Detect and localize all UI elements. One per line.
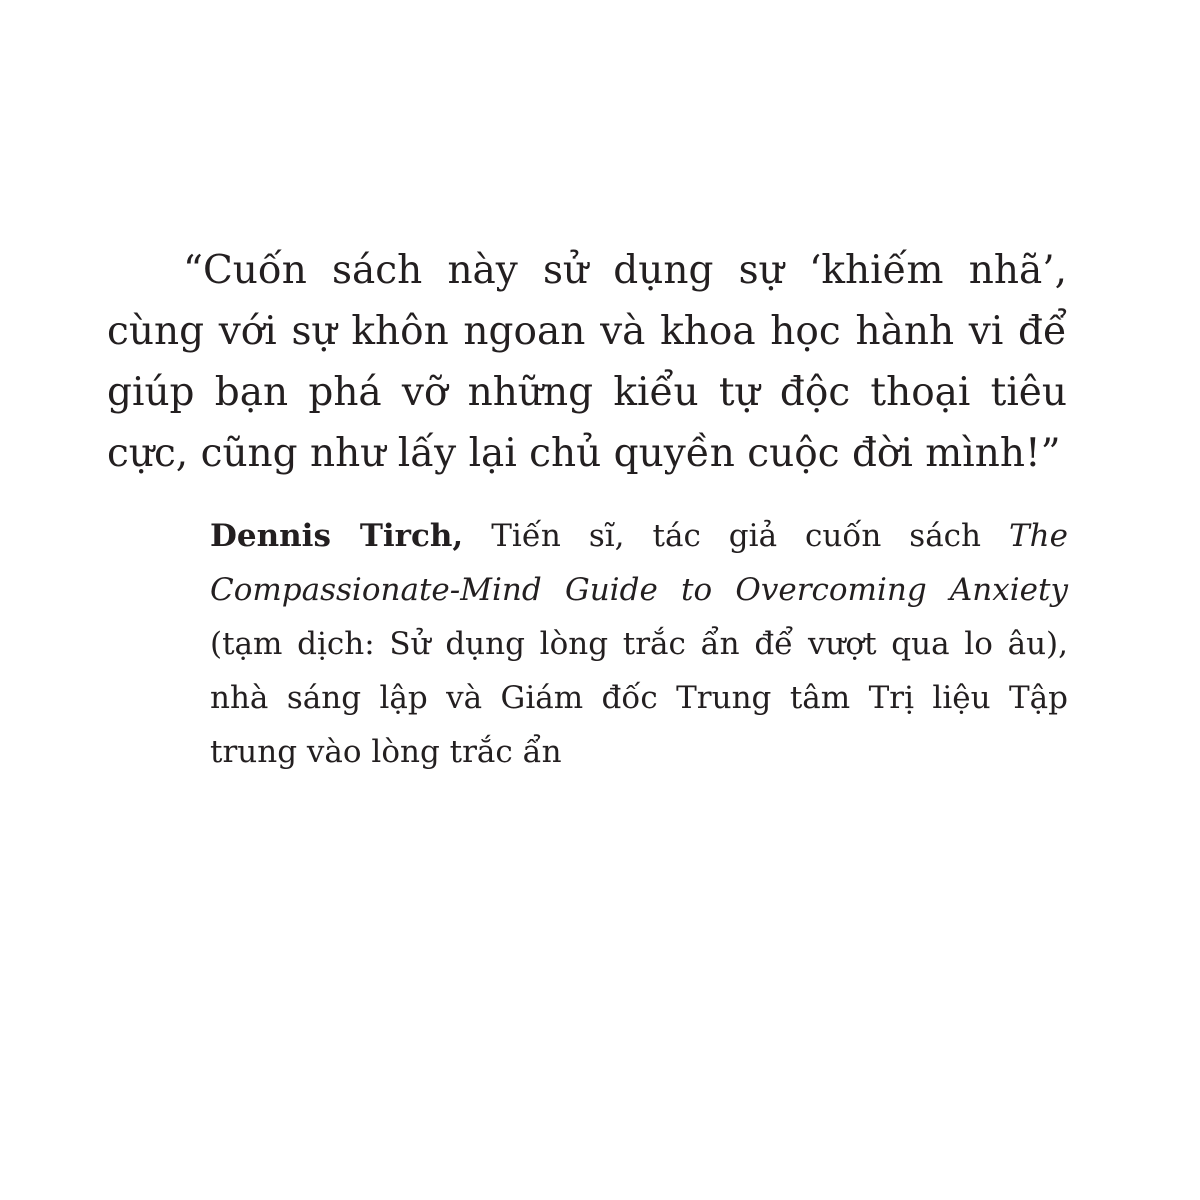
book-title: The Compassionate-Mind Guide to Overcoming Anxiety <box>210 518 1068 608</box>
quote-text: “Cuốn sách này sử dụng sự ‘khiếm nhã’, cùng với sự khôn ngoan và khoa học hành vi để giúp bạn phá vỡ những kiểu tự độc thoại tiêu cực, cũng như lấy lại chủ quyền cuộc đời mình!” <box>107 248 1067 476</box>
author-name: Dennis Tirch, <box>210 518 464 554</box>
attribution-remainder: (tạm dịch: Sử dụng lòng trắc ẩn để vượt qua lo âu), nhà sáng lập và Giám đốc Trung tâm Trị liệu Tập trung vào lòng trắc ẩn <box>210 626 1068 770</box>
author-description: Tiến sĩ, tác giả cuốn sách <box>463 518 1009 554</box>
attribution <box>210 509 1068 779</box>
